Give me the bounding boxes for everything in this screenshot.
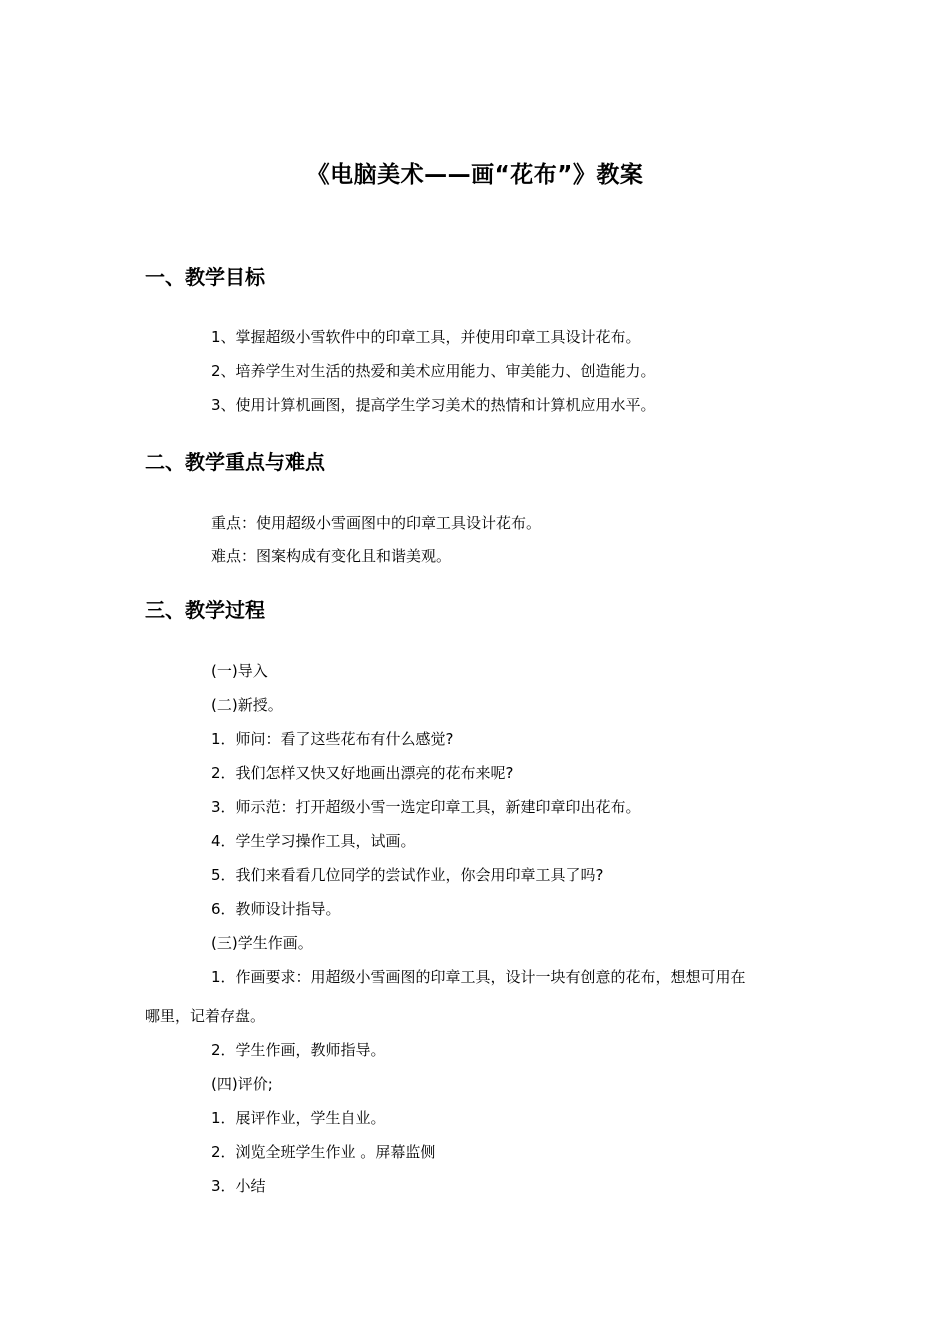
document-title: 《电脑美术——画“花布”》教案	[306, 162, 644, 188]
process-step: 2．学生作画，教师指导。	[211, 1041, 386, 1059]
process-step: 5．我们来看看几位同学的尝试作业，你会用印章工具了吗?	[211, 866, 604, 884]
process-step: (三)学生作画。	[211, 934, 313, 952]
process-step: 3．师示范：打开超级小雪一选定印章工具，新建印章印出花布。	[211, 798, 641, 816]
objective-item: 1、掌握超级小雪软件中的印章工具，并使用印章工具设计花布。	[211, 328, 641, 346]
section-heading-objectives: 一、教学目标	[145, 265, 265, 289]
process-step: 1．师问：看了这些花布有什么感觉?	[211, 730, 454, 748]
difficulty-item: 难点：图案构成有变化且和谐美观。	[211, 547, 452, 565]
process-step: (四)评价;	[211, 1075, 273, 1093]
process-step-continuation: 哪里，记着存盘。	[145, 1007, 266, 1025]
process-step: (二)新授。	[211, 696, 283, 714]
process-step: 2．浏览全班学生作业 。屏幕监侧	[211, 1143, 436, 1161]
objective-item: 3、使用计算机画图，提高学生学习美术的热情和计算机应用水平。	[211, 396, 656, 414]
process-step: 2．我们怎样又快又好地画出漂亮的花布来呢?	[211, 764, 514, 782]
objective-item: 2、培养学生对生活的热爱和美术应用能力、审美能力、创造能力。	[211, 362, 656, 380]
process-step: 4．学生学习操作工具，试画。	[211, 832, 416, 850]
section-heading-process: 三、教学过程	[145, 598, 265, 622]
process-step: (一)导入	[211, 662, 268, 680]
process-step: 3．小结	[211, 1177, 266, 1195]
process-step: 6．教师设计指导。	[211, 900, 341, 918]
process-step: 1．作画要求：用超级小雪画图的印章工具，设计一块有创意的花布，想想可用在	[211, 968, 746, 986]
section-heading-key-points: 二、教学重点与难点	[145, 450, 325, 474]
process-step: 1．展评作业，学生自业。	[211, 1109, 386, 1127]
key-point-item: 重点：使用超级小雪画图中的印章工具设计花布。	[211, 514, 542, 532]
